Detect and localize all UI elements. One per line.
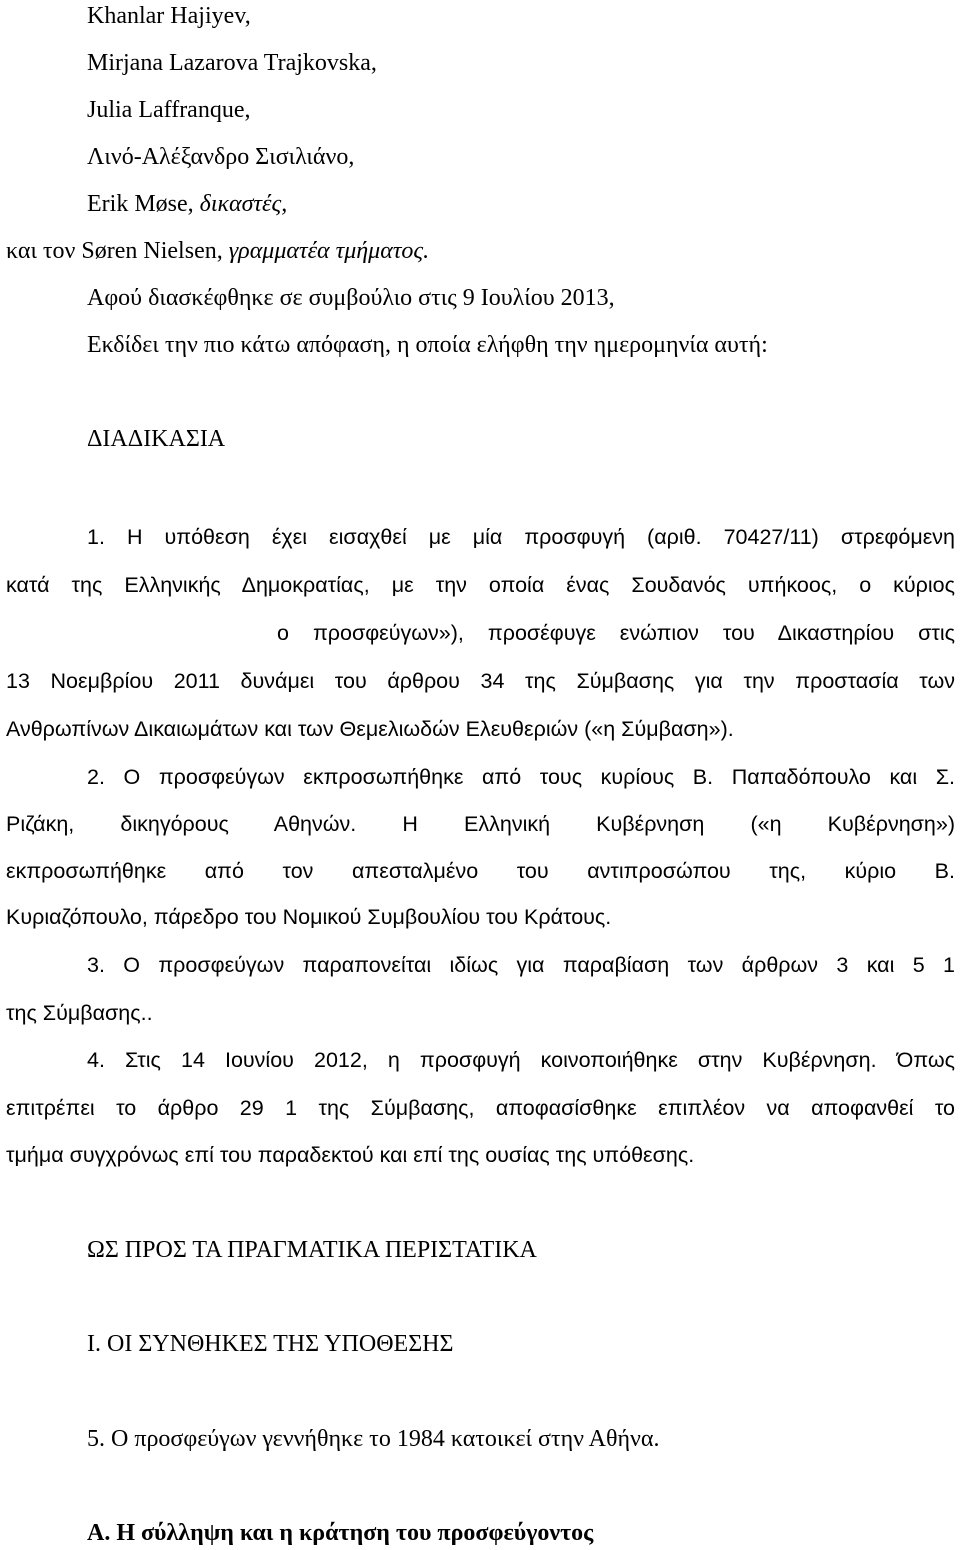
paragraph-4-line-2: επιτρέπει το άρθρο 29 1 της Σύμβασης, αποφασίσθηκε επιπλέον να αποφανθεί το bbox=[6, 1096, 955, 1120]
judge-name-4: Λινό-Αλέξανδρο Σισιλιάνο, bbox=[87, 144, 355, 170]
registrar-role: γραμματέα τμήματος. bbox=[228, 238, 430, 264]
paragraph-2-line-1: 2. Ο προσφεύγων εκπροσωπήθηκε από τους κυρίους Β. Παπαδόπουλο και Σ. bbox=[87, 765, 955, 789]
judge-name-5 bbox=[87, 192, 287, 216]
paragraph-4-line-3: τμήμα συγχρόνως επί του παραδεκτού και επί της ουσίας της υπόθεσης. bbox=[6, 1143, 695, 1167]
paragraph-1-line-1: 1. Η υπόθεση έχει εισαχθεί με μία προσφυγή (αριθ. 70427/11) στρεφόμενη bbox=[87, 525, 955, 549]
paragraph-1-line-2: κατά της Ελληνικής Δημοκρατίας, με την οποία ένας Σουδανός υπήκοος, ο κύριος bbox=[6, 573, 955, 597]
judge-role: δικαστές, bbox=[199, 191, 288, 217]
judge-name-2: Mirjana Lazarova Trajkovska, bbox=[87, 50, 377, 76]
deliberation-line: Αφού διασκέφθηκε σε συμβούλιο στις 9 Ιουλίου 2013, bbox=[87, 285, 615, 311]
paragraph-5: 5. Ο προσφεύγων γεννήθηκε το 1984 κατοικεί στην Αθήνα. bbox=[87, 1426, 660, 1452]
delivers-line: Εκδίδει την πιο κάτω απόφαση, η οποία ελήφθη την ημερομηνία αυτή: bbox=[87, 332, 768, 358]
paragraph-3-line-1: 3. Ο προσφεύγων παραπονείται ιδίως για παραβίαση των άρθρων 3 και 5 1 bbox=[87, 953, 955, 977]
paragraph-2-line-4: Κυριαζόπουλο, πάρεδρο του Νομικού Συμβουλίου του Κράτους. bbox=[6, 905, 612, 929]
judge-name-1: Khanlar Hajiyev, bbox=[87, 3, 251, 29]
paragraph-4-line-1: 4. Στις 14 Ιουνίου 2012, η προσφυγή κοινοποιήθηκε στην Κυβέρνηση. Όπως bbox=[87, 1048, 955, 1072]
paragraph-1-line-3: ο προσφεύγων»), προσέφυγε ενώπιον του Δικαστηρίου στις bbox=[277, 621, 955, 645]
judge-5-name: Erik Møse, bbox=[87, 191, 200, 217]
paragraph-1-line-5: Ανθρωπίνων Δικαιωμάτων και των Θεμελιωδών Ελευθεριών («η Σύμβαση»). bbox=[6, 717, 734, 741]
facts-heading: ΩΣ ΠΡΟΣ ΤΑ ΠΡΑΓΜΑΤΙΚΑ ΠΕΡΙΣΤΑΤΙΚΑ bbox=[87, 1237, 537, 1263]
section-I-heading: Ι. ΟΙ ΣΥΝΘΗΚΕΣ ΤΗΣ ΥΠΟΘΕΣΗΣ bbox=[87, 1331, 454, 1357]
paragraph-3-line-2: της Σύμβασης.. bbox=[6, 1001, 153, 1025]
paragraph-1-line-4: 13 Νοεμβρίου 2011 δυνάμει του άρθρου 34 της Σύμβασης για την προστασία των bbox=[6, 669, 955, 693]
section-A-heading: Α. Η σύλληψη και η κράτηση του προσφεύγοντος bbox=[87, 1520, 594, 1546]
judge-name-3: Julia Laffranque, bbox=[87, 97, 251, 123]
registrar-name: και τον Søren Nielsen, bbox=[6, 238, 229, 264]
paragraph-2-line-3: εκπροσωπήθηκε από τον απεσταλμένο του αντιπροσώπου της, κύριο Β. bbox=[6, 859, 955, 883]
registrar-line bbox=[6, 239, 429, 263]
paragraph-2-line-2: Ριζάκη, δικηγόρους Αθηνών. Η Ελληνική Κυβέρνηση («η Κυβέρνηση») bbox=[6, 812, 955, 836]
procedure-heading: ΔΙΑΔΙΚΑΣΙΑ bbox=[87, 426, 226, 452]
